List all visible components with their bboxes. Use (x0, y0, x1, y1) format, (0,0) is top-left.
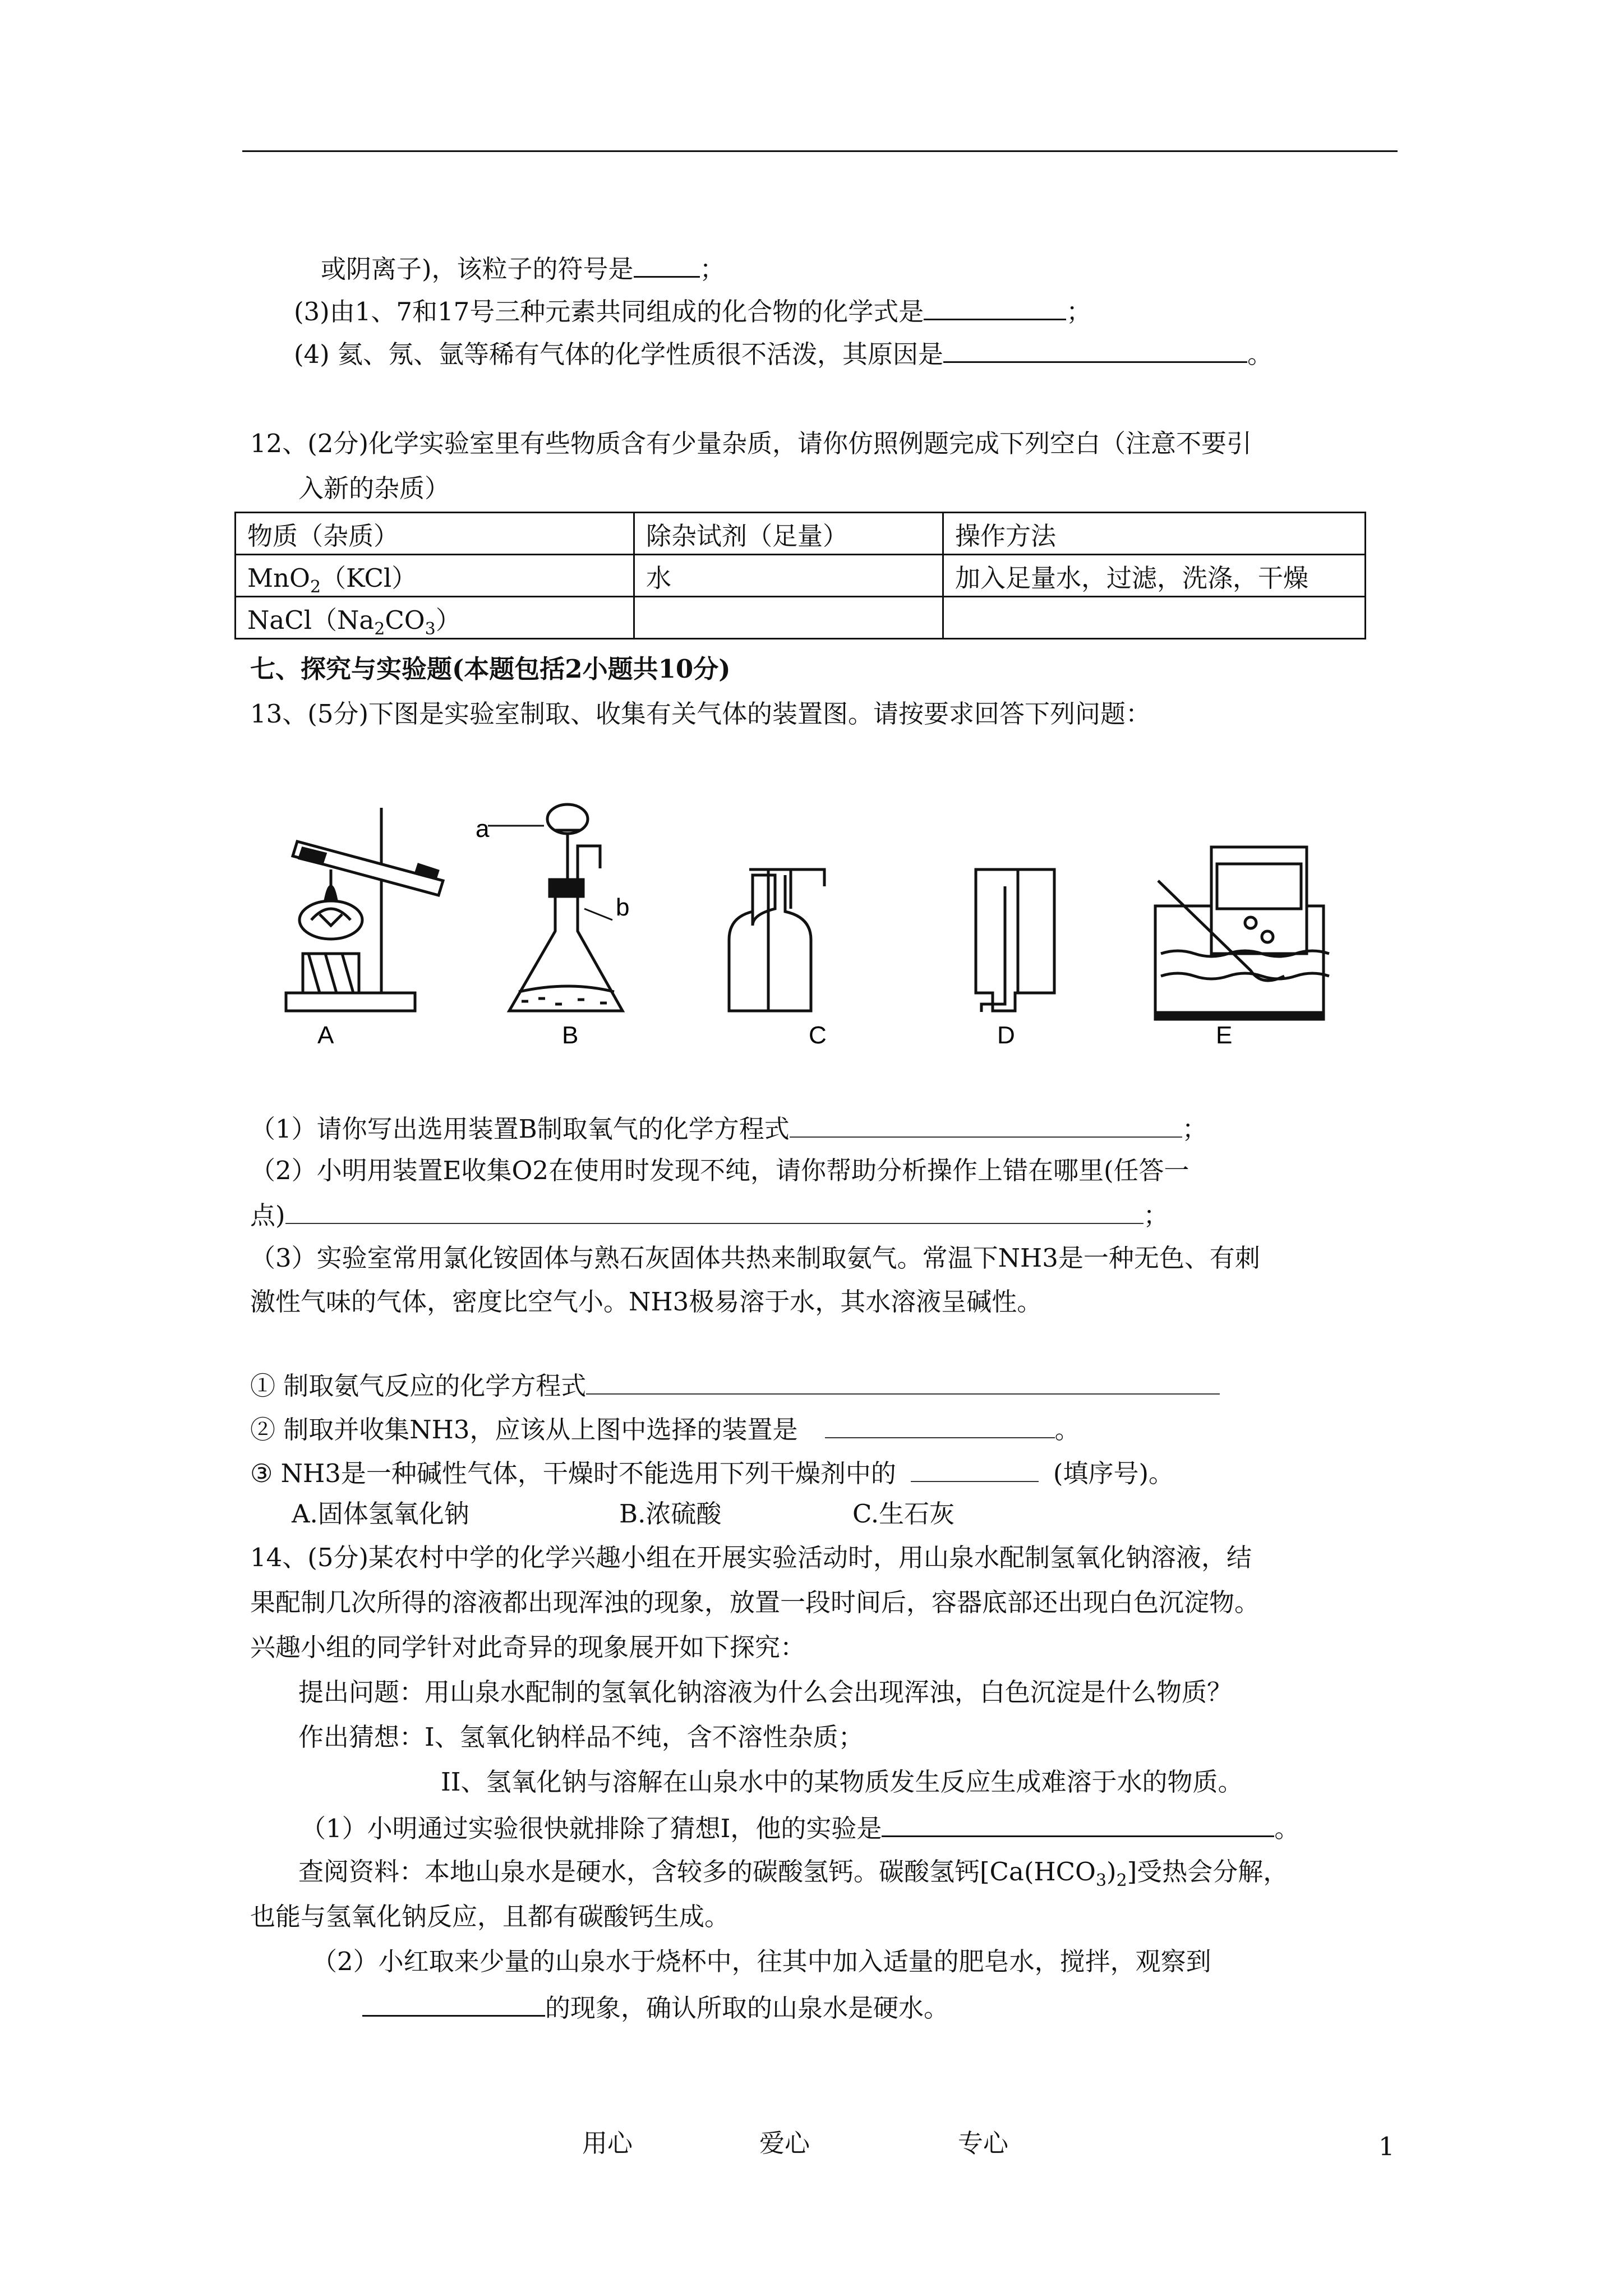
q13-sub3: ③ NH3是一种碱性气体，干燥时不能选用下列干燥剂中的 (填序号)。 (250, 1455, 1174, 1491)
apparatus-label-b: B (562, 1022, 579, 1049)
header-rule (242, 150, 1398, 152)
answer-blank[interactable] (362, 1989, 545, 2017)
impurity-table (234, 512, 1366, 639)
answer-blank[interactable] (924, 293, 1066, 320)
q14-line11: 的现象，确认所取的山泉水是硬水。 (362, 1989, 949, 2026)
q13-part3a: （3）实验室常用氯化铵固体与熟石灰固体共热来制取氨气。常温下NH3是一种无色、有刺 (250, 1243, 1260, 1273)
apparatus-d-drawing (976, 869, 1054, 1012)
apparatus-c-drawing (729, 869, 824, 1011)
q13-part3b: 激性气味的气体，密度比空气小。NH3极易溶于水，其水溶液呈碱性。 (250, 1287, 1043, 1317)
q14-line8: 查阅资料：本地山泉水是硬水，含较多的碳酸氢钙。碳酸氢钙$[Ca(HCO_3)_2]$受热会分解， (298, 1857, 1289, 1890)
table-cell: 加入足量水，过滤，洗涤，干燥 (943, 555, 1366, 597)
apparatus-a-drawing (286, 808, 443, 1011)
table-header: 物质（杂质） (236, 513, 634, 555)
q14-line2: 果配制几次所得的溶液都出现浑浊的现象，放置一段时间后，容器底部还出现白色沉淀物。 (250, 1588, 1260, 1617)
answer-blank[interactable] (825, 1411, 1055, 1438)
answer-blank[interactable] (285, 1197, 1144, 1224)
answer-blank[interactable] (790, 1111, 1182, 1138)
q14-line7: （1）小明通过实验很快就排除了猜想I，他的实验是 。 (301, 1810, 1299, 1846)
answer-cell[interactable] (943, 597, 1366, 639)
q14-line4: 提出问题：用山泉水配制的氢氧化钠溶液为什么会出现浑浊，白色沉淀是什么物质？ (298, 1677, 1233, 1707)
q14-line1: 14、(5分)某农村中学的化学兴趣小组在开展实验活动时，用山泉水配制氢氧化钠溶液，结 (250, 1543, 1252, 1572)
q13-sub2: ② 制取并收集NH3，应该从上图中选择的装置是 。 (250, 1411, 1080, 1447)
q13-sub1: ① 制取氨气反应的化学方程式 (250, 1368, 1220, 1404)
apparatus-figure (264, 785, 1352, 1077)
table-row (236, 597, 1366, 639)
q13-option-b[interactable]: B.浓硫酸 (619, 1499, 722, 1529)
answer-cell[interactable] (634, 597, 943, 639)
footer-left: 用心 (582, 2128, 633, 2158)
table-row (236, 555, 1366, 597)
footer-right: 专心 (958, 2128, 1009, 2158)
apparatus-label-d: D (997, 1022, 1015, 1049)
q13-option-a[interactable]: A.固体氢氧化钠 (292, 1499, 469, 1529)
apparatus-b-drawing (488, 804, 623, 1011)
q14-line5: 作出猜想：I、氢氧化钠样品不纯，含不溶性杂质； (298, 1722, 864, 1752)
apparatus-label-c: C (809, 1022, 827, 1049)
table-cell: MnO$_2$（KCl） (236, 555, 634, 597)
q13-part2b: 点) ； (250, 1197, 1169, 1233)
apparatus-marker-a: a (476, 815, 490, 843)
q11-line-a: 或阴离子)，该粒子的符号是 ； (321, 250, 725, 287)
q11-line-c: (4) 氦、氖、氩等稀有气体的化学性质很不活泼，其原因是 。 (294, 335, 1272, 372)
q11-line-b: (3)由1、7和17号三种元素共同组成的化合物的化学式是 ； (294, 293, 1091, 329)
apparatus-label-a: A (317, 1022, 334, 1049)
footer-mid: 爱心 (759, 2128, 810, 2158)
answer-blank[interactable] (586, 1368, 1220, 1395)
q13-intro: 13、(5分)下图是实验室制取、收集有关气体的装置图。请按要求回答下列问题： (250, 699, 1151, 729)
table-header-row (236, 513, 1366, 555)
page-number: 1 (1378, 2132, 1395, 2161)
answer-blank[interactable] (911, 1455, 1039, 1482)
apparatus-e-drawing (1155, 847, 1329, 1019)
table-cell: 水 (634, 555, 943, 597)
q12-line2: 入新的杂质） (298, 473, 450, 503)
q14-line6: II、氢氧化钠与溶解在山泉水中的某物质发生反应生成难溶于水的物质。 (441, 1767, 1243, 1797)
apparatus-marker-b: b (616, 894, 630, 921)
table-cell: $NaCl(Na_2CO_3)$ (236, 597, 634, 639)
answer-blank[interactable] (882, 1810, 1274, 1837)
q14-line9: 也能与氢氧化钠反应，且都有碳酸钙生成。 (250, 1902, 730, 1931)
table-header: 除杂试剂（足量） (634, 513, 943, 555)
q12-line1: 12、(2分)化学实验室里有些物质含有少量杂质，请你仿照例题完成下列空白（注意不要引 (250, 429, 1252, 458)
q13-part2a: （2）小明用装置E收集O2在使用时发现不纯，请你帮助分析操作上错在哪里(任答一 (250, 1156, 1189, 1185)
answer-blank[interactable] (634, 250, 700, 278)
answer-blank[interactable] (943, 335, 1247, 363)
table-header: 操作方法 (943, 513, 1366, 555)
apparatus-label-e: E (1216, 1022, 1233, 1049)
q14-line10: （2）小红取来少量的山泉水于烧杯中，往其中加入适量的肥皂水，搅拌，观察到 (312, 1947, 1211, 1976)
q13-part1: （1）请你写出选用装置B制取氧气的化学方程式 ； (250, 1111, 1207, 1147)
q13-option-c[interactable]: C.生石灰 (852, 1499, 955, 1529)
q14-line3: 兴趣小组的同学针对此奇异的现象展开如下探究： (250, 1632, 806, 1662)
section-heading: 七、探究与实验题(本题包括2小题共10分) (250, 654, 731, 684)
